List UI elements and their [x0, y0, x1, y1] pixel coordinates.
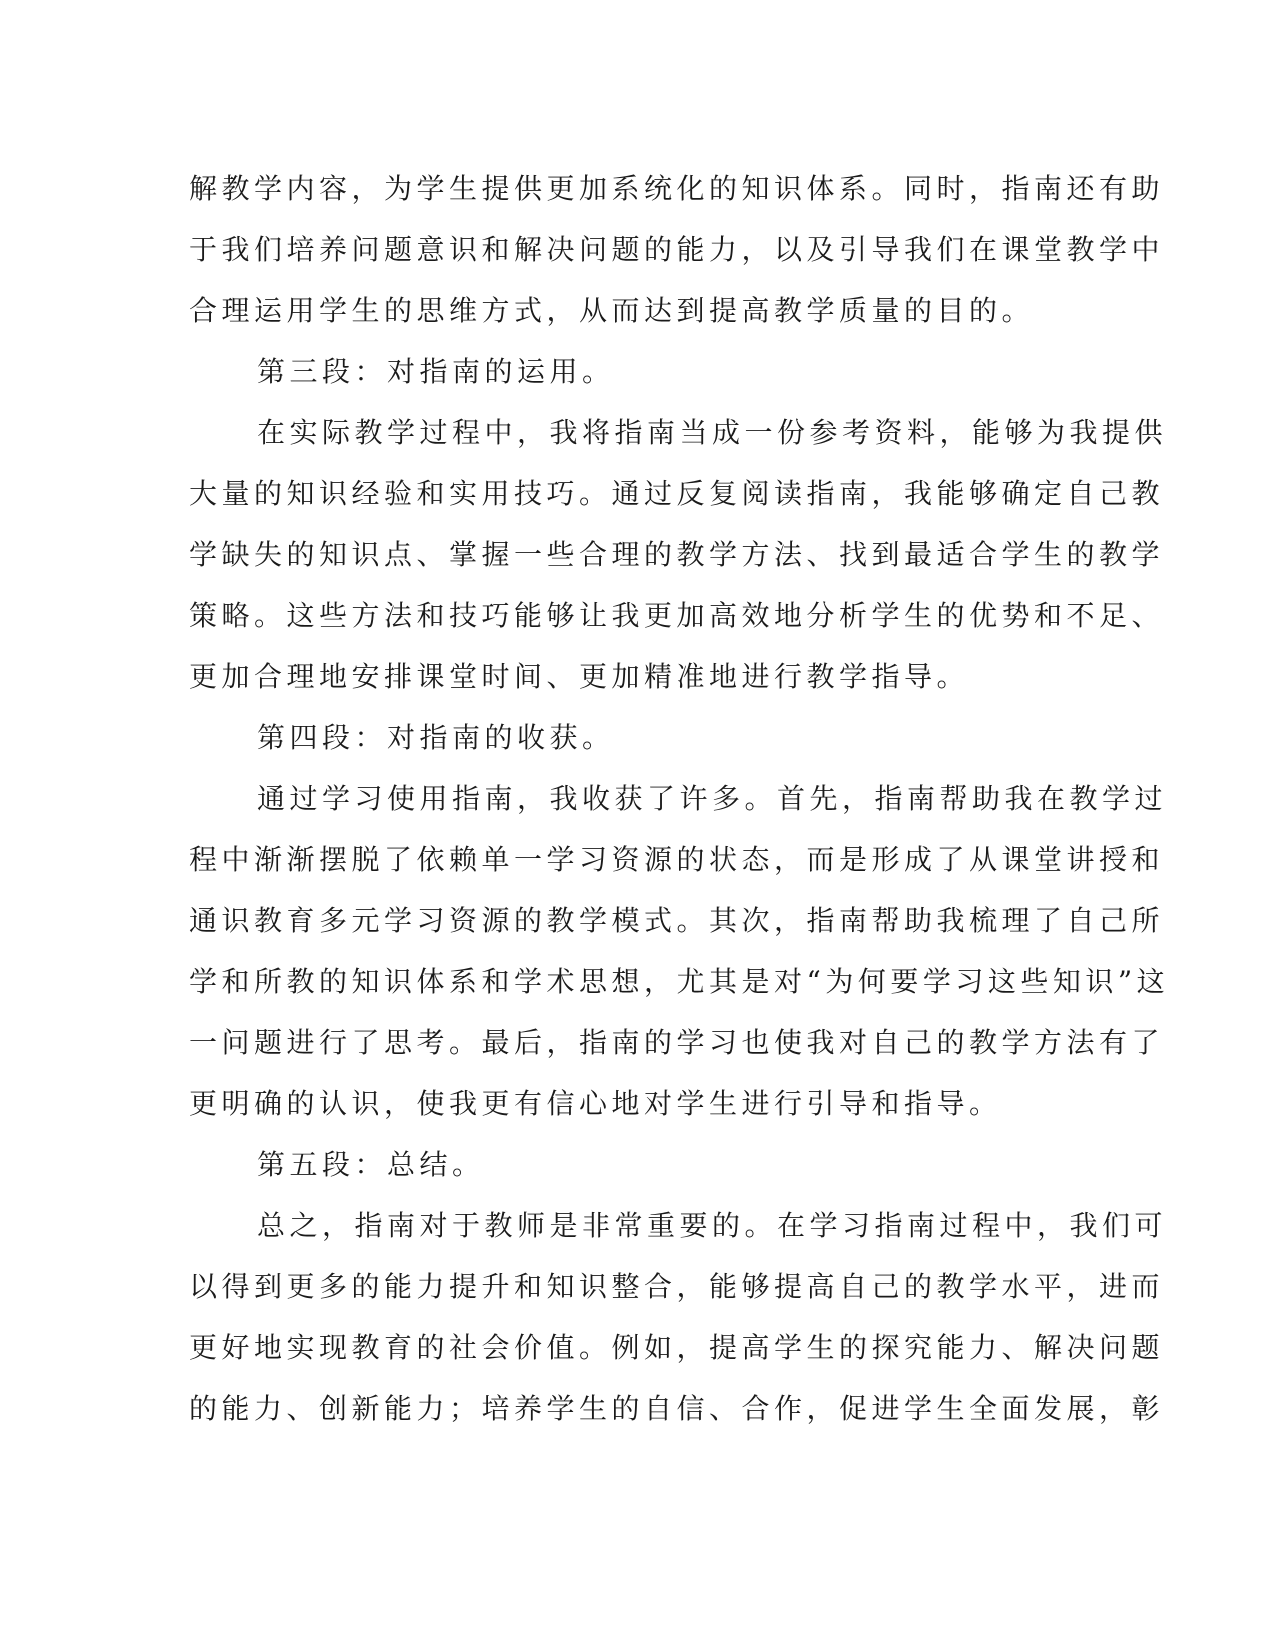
- body-line: 以得到更多的能力提升和知识整合，能够提高自己的教学水平，进而: [189, 1270, 1165, 1303]
- body-line: 总之，指南对于教师是非常重要的。在学习指南过程中，我们可: [257, 1209, 1168, 1242]
- body-line: 一问题进行了思考。最后，指南的学习也使我对自己的教学方法有了: [189, 1026, 1165, 1059]
- body-line: 在实际教学过程中，我将指南当成一份参考资料，能够为我提供: [257, 416, 1168, 449]
- section-heading-4: 第四段：对指南的收获。: [257, 721, 615, 754]
- body-line: 学缺失的知识点、掌握一些合理的教学方法、找到最适合学生的教学: [189, 538, 1165, 571]
- document-body: [189, 158, 1170, 1439]
- body-line: 通识教育多元学习资源的教学模式。其次，指南帮助我梳理了自己所: [189, 904, 1165, 937]
- body-line: 更好地实现教育的社会价值。例如，提高学生的探究能力、解决问题: [189, 1331, 1165, 1364]
- section-heading-3: 第三段：对指南的运用。: [257, 355, 615, 388]
- body-line: 程中渐渐摆脱了依赖单一学习资源的状态，而是形成了从课堂讲授和: [189, 843, 1165, 876]
- body-line: 的能力、创新能力；培养学生的自信、合作，促进学生全面发展，彰: [189, 1392, 1165, 1425]
- section-heading-5: 第五段：总结。: [257, 1148, 485, 1181]
- body-line: 通过学习使用指南，我收获了许多。首先，指南帮助我在教学过: [257, 782, 1168, 815]
- body-line: 大量的知识经验和实用技巧。通过反复阅读指南，我能够确定自己教: [189, 477, 1165, 510]
- body-line: 解教学内容，为学生提供更加系统化的知识体系。同时，指南还有助: [189, 172, 1165, 205]
- body-line: 于我们培养问题意识和解决问题的能力，以及引导我们在课堂教学中: [189, 233, 1165, 266]
- body-line: 更明确的认识，使我更有信心地对学生进行引导和指导。: [189, 1087, 1002, 1120]
- body-line: 策略。这些方法和技巧能够让我更加高效地分析学生的优势和不足、: [189, 599, 1165, 632]
- body-line: 更加合理地安排课堂时间、更加精准地进行教学指导。: [189, 660, 970, 693]
- body-line: 合理运用学生的思维方式，从而达到提高教学质量的目的。: [189, 294, 1035, 327]
- body-line: 学和所教的知识体系和学术思想，尤其是对“为何要学习这些知识”这: [189, 965, 1170, 998]
